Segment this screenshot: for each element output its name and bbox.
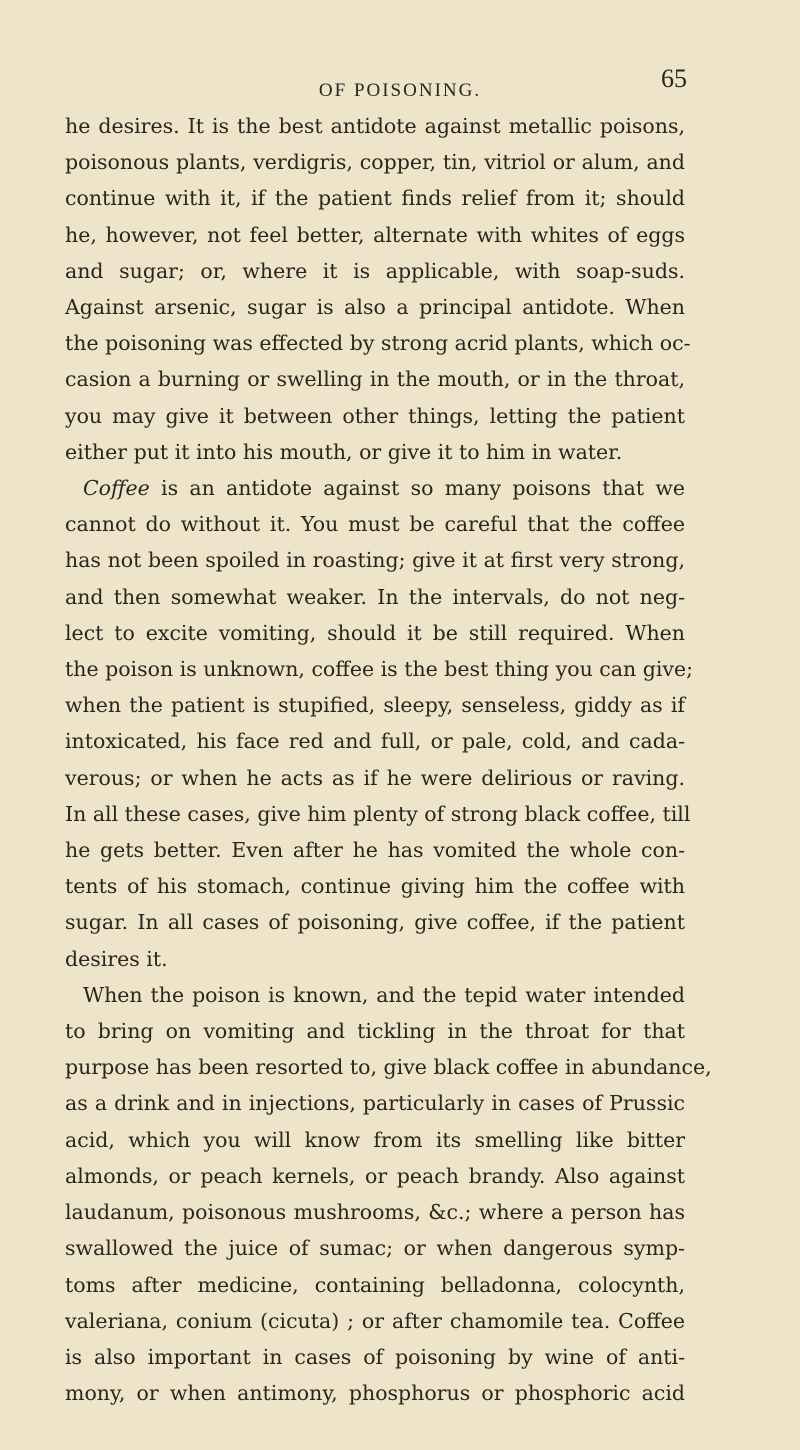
text-line: verous; or when he acts as if he were delirious or raving. (65, 765, 685, 790)
text-line: laudanum, poisonous mushrooms, &c.; where a person has (65, 1200, 685, 1225)
text-line: cannot do without it. You must be careful that the coffee (65, 512, 685, 537)
text-line: Against arsenic, sugar is also a principal antidote. When (65, 295, 685, 320)
text-line: swallowed the juice of sumac; or when dangerous symp- (65, 1236, 685, 1261)
text-line: casion a burning or swelling in the mouth, or in the throat, (65, 367, 685, 392)
text-line: almonds, or peach kernels, or peach brandy. Also against (65, 1163, 685, 1188)
text-line (65, 470, 685, 506)
text-line: continue with it, if the patient finds relief from it; should (65, 186, 685, 211)
text-line-rest: is an antidote against so many poisons that we (149, 476, 685, 501)
text-line: the poisoning was effected by strong acrid plants, which oc- (65, 331, 691, 356)
text-line: desires it. (65, 946, 168, 971)
text-line: he gets better. Even after he has vomited the whole con- (65, 838, 685, 863)
text-line: has not been spoiled in roasting; give it at first very strong, (65, 548, 685, 573)
text-line: is also important in cases of poisoning by wine of anti- (65, 1344, 685, 1369)
text-line: he, however, not feel better, alternate with whites of eggs (65, 222, 685, 247)
text-line: purpose has been resorted to, give black coffee in abundance, (65, 1055, 712, 1080)
text-line: as a drink and in injections, particularly in cases of Prussic (65, 1091, 685, 1116)
text-line: tents of his stomach, continue giving him the coffee with (65, 874, 685, 899)
running-title: OF POISONING. (318, 80, 482, 101)
text-line: mony, or when antimony, phosphorus or phosphoric acid (65, 1381, 685, 1406)
text-line: you may give it between other things, letting the patient (65, 403, 685, 428)
page-number: 65 (661, 64, 687, 93)
text-line: either put it into his mouth, or give it to him in water. (65, 439, 623, 464)
text-line: poisonous plants, verdigris, copper, tin, vitriol or alum, and (65, 150, 685, 175)
italic-word: Coffee (83, 476, 150, 501)
text-line: sugar. In all cases of poisoning, give coffee, if the patient (65, 910, 685, 935)
text-line: toms after medicine, containing belladonna, colocynth, (65, 1272, 685, 1297)
text-line: he desires. It is the best antidote against metallic poisons, (65, 114, 685, 138)
text-line: and sugar; or, where it is applicable, with soap-suds. (65, 258, 685, 283)
text-line: the poison is unknown, coffee is the best thing you can give; (65, 657, 694, 682)
text-line: to bring on vomiting and tickling in the throat for that (65, 1019, 685, 1044)
text-line: In all these cases, give him plenty of strong black coffee, till (65, 801, 691, 826)
text-line: valeriana, conium (cicuta) ; or after chamomile tea. Coffee (65, 1308, 685, 1333)
text-line: and then somewhat weaker. In the intervals, do not neg- (65, 584, 685, 609)
text-line: intoxicated, his face red and full, or pale, cold, and cada- (65, 729, 685, 754)
text-line: When the poison is known, and the tepid water intended (83, 982, 685, 1007)
text-line: acid, which you will know from its smelling like bitter (65, 1127, 685, 1152)
text-line: when the patient is stupified, sleepy, senseless, giddy as if (65, 693, 685, 718)
text-line: lect to excite vomiting, should it be still required. When (65, 620, 685, 645)
body-text (65, 108, 712, 1411)
